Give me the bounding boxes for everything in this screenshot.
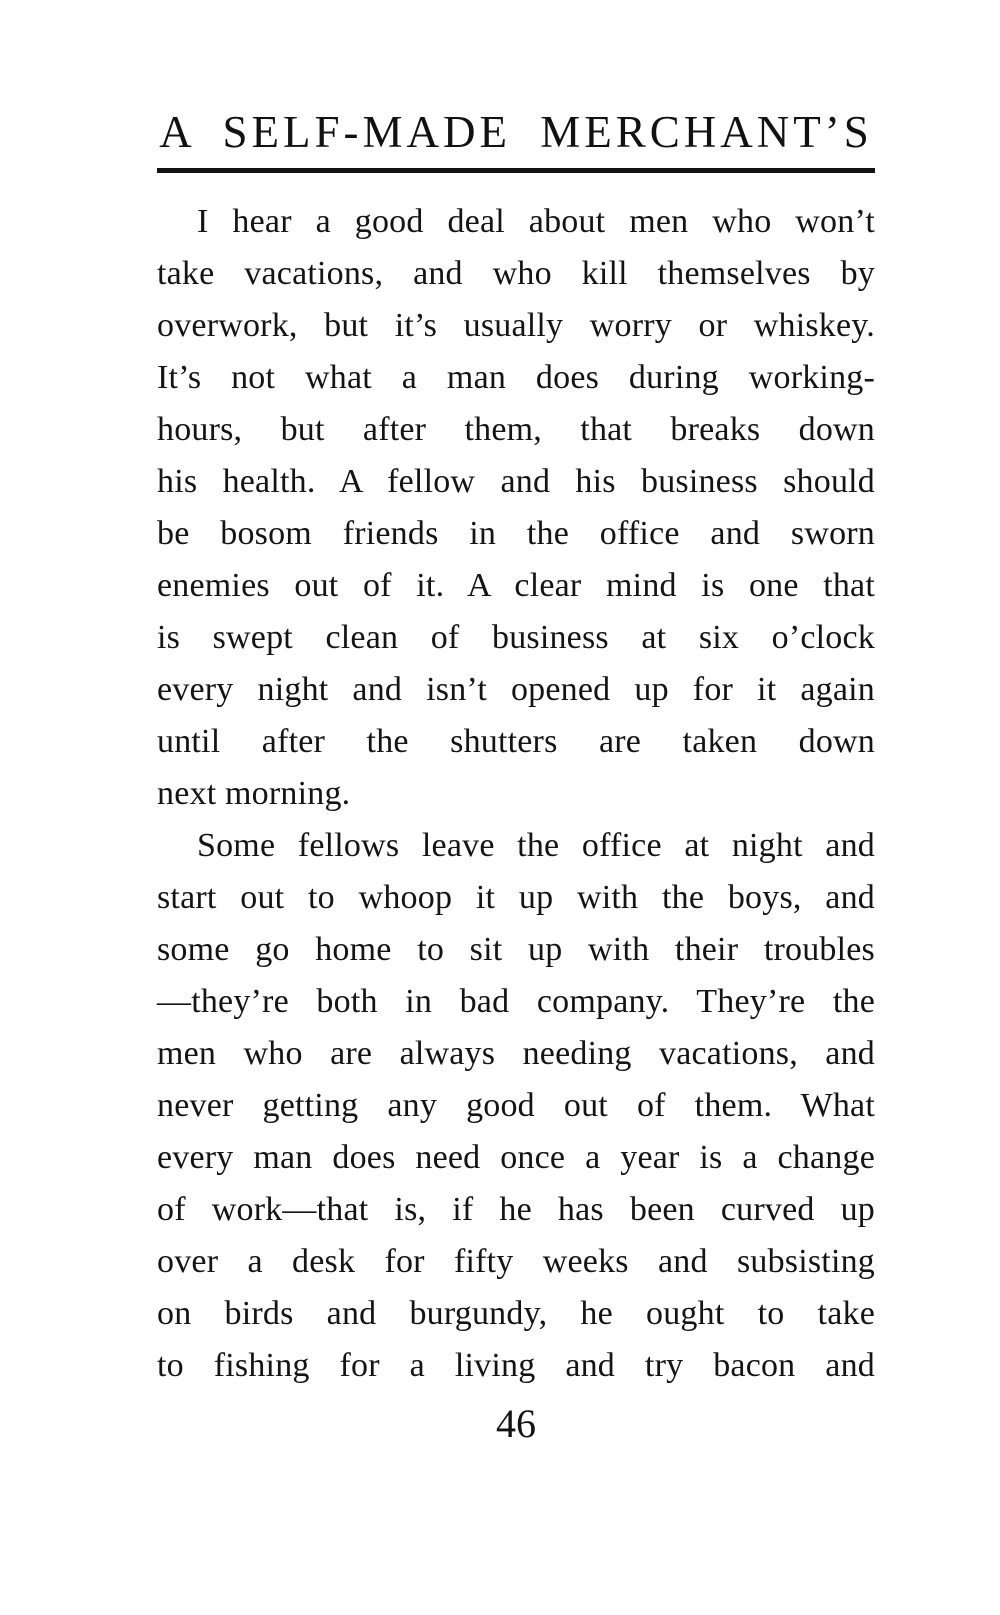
text-line: every man does need once a year is a change bbox=[157, 1139, 875, 1176]
text-line: is swept clean of business at six o’clock bbox=[157, 619, 875, 656]
text-line: hours, but after them, that breaks down bbox=[157, 411, 875, 448]
text-line: men who are always needing vacations, and bbox=[157, 1035, 875, 1072]
text-line: start out to whoop it up with the boys, and bbox=[157, 879, 875, 916]
text-line: I hear a good deal about men who won’t bbox=[197, 203, 875, 240]
header-rule bbox=[157, 168, 875, 173]
page-number: 46 bbox=[496, 1401, 536, 1446]
text-line: some go home to sit up with their troubles bbox=[157, 931, 875, 968]
paragraph bbox=[157, 196, 875, 820]
text-line: never getting any good out of them. What bbox=[157, 1087, 875, 1124]
text-line: his health. A fellow and his business should bbox=[157, 463, 875, 500]
text-line: on birds and burgundy, he ought to take bbox=[157, 1295, 875, 1332]
text-line: every night and isn’t opened up for it again bbox=[157, 671, 875, 708]
text-line: over a desk for fifty weeks and subsisting bbox=[157, 1243, 875, 1280]
text-line: next morning. bbox=[157, 775, 351, 812]
page-title: A SELF-MADE MERCHANT’S bbox=[159, 107, 873, 157]
text-line: Some fellows leave the office at night and bbox=[197, 827, 875, 864]
text-line: It’s not what a man does during working- bbox=[157, 359, 875, 396]
text-line: to fishing for a living and try bacon and bbox=[157, 1347, 875, 1384]
text-line: —they’re both in bad company. They’re the bbox=[157, 983, 875, 1020]
page-body bbox=[157, 196, 875, 1392]
text-column bbox=[157, 0, 875, 1447]
paragraph bbox=[157, 820, 875, 1392]
text-line: of work—that is, if he has been curved up bbox=[157, 1191, 875, 1228]
text-line: be bosom friends in the office and sworn bbox=[157, 515, 875, 552]
text-line: overwork, but it’s usually worry or whiskey. bbox=[157, 307, 875, 344]
text-line: enemies out of it. A clear mind is one that bbox=[157, 567, 875, 604]
text-line: take vacations, and who kill themselves by bbox=[157, 255, 875, 292]
text-line: until after the shutters are taken down bbox=[157, 723, 875, 760]
